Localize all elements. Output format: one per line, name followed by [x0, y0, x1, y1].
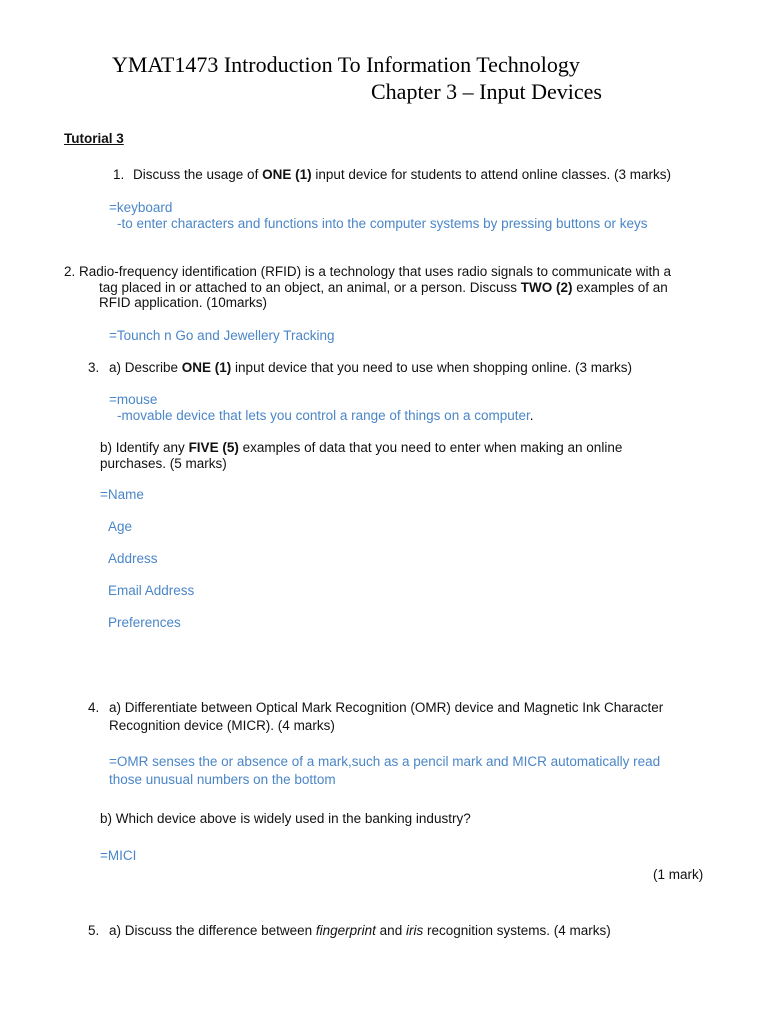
question-1-answer-line1: =keyboard — [109, 200, 173, 215]
question-4a-answer-line1: =OMR senses the or absence of a mark,such as a pencil mark and MICR automatically read — [109, 754, 661, 769]
question-3a-answer-line1: =mouse — [109, 392, 158, 407]
question-2-answer: =Tounch n Go and Jewellery Tracking — [109, 328, 335, 343]
tutorial-label: Tutorial 3 — [64, 131, 124, 146]
chapter-title: Chapter 3 – Input Devices — [371, 79, 602, 104]
question-5a-text: a) Discuss the difference between fingerprint and iris recognition systems. (4 marks) — [109, 923, 611, 938]
question-1-answer-line2: -to enter characters and functions into the computer systems by pressing buttons or keys — [117, 216, 648, 231]
question-3a-text: a) Describe ONE (1) input device that you need to use when shopping online. (3 marks) — [109, 360, 633, 375]
question-3b-answer-1: =Name — [100, 487, 144, 502]
question-4b-answer: =MICI — [100, 848, 137, 863]
question-4a-line2: Recognition device (MICR). (4 marks) — [109, 718, 335, 733]
question-4b-marks: (1 mark) — [653, 867, 704, 882]
question-1-number: 1. — [113, 167, 125, 182]
question-3a-answer-line2: -movable device that lets you control a range of things on a computer. — [117, 408, 534, 423]
question-3b-answer-4: Email Address — [108, 583, 195, 598]
question-1-text: Discuss the usage of ONE (1) input device for students to attend online classes. (3 marks) — [133, 167, 672, 182]
question-3b-line1: b) Identify any FIVE (5) examples of data that you need to enter when making an online — [100, 440, 623, 455]
question-3b-answer-2: Age — [108, 519, 133, 534]
question-2-line3: RFID application. (10marks) — [99, 295, 268, 310]
document-title: YMAT1473 Introduction To Information Technology — [112, 52, 580, 77]
question-3b-answer-3: Address — [108, 551, 158, 566]
question-5-number: 5. — [88, 923, 100, 938]
question-3b-line2: purchases. (5 marks) — [100, 456, 227, 471]
question-4b-text: b) Which device above is widely used in the banking industry? — [100, 811, 471, 826]
question-2-line2: tag placed in or attached to an object, an animal, or a person. Discuss TWO (2) examples of an — [99, 280, 668, 295]
question-4a-answer-line2: those unusual numbers on the bottom — [109, 772, 336, 787]
question-3-number: 3. — [88, 360, 100, 375]
question-4-number: 4. — [88, 700, 100, 715]
question-4a-line1: a) Differentiate between Optical Mark Recognition (OMR) device and Magnetic Ink Character — [109, 700, 664, 715]
question-3b-answer-5: Preferences — [108, 615, 181, 630]
question-2-line1: 2. Radio-frequency identification (RFID) is a technology that uses radio signals to communicate with a — [64, 264, 672, 279]
